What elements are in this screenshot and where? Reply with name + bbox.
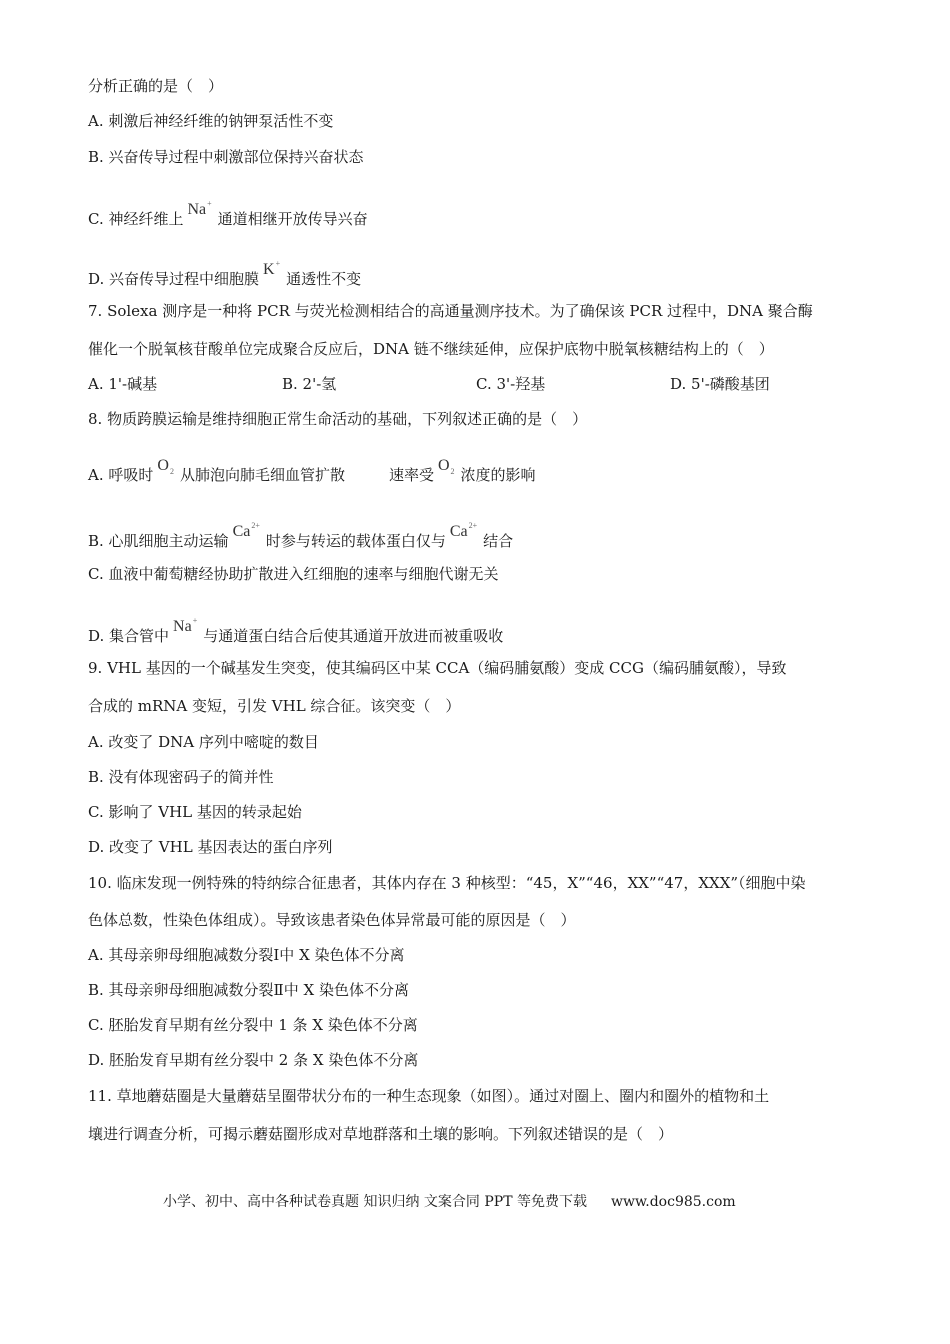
oxygen-formula-2: $O_2$ — [437, 457, 455, 476]
q8-option-d-pre: D. 集合管中 — [88, 627, 170, 645]
q10-option-d: D. 胚胎发育早期有丝分裂中 2 条 X 染色体不分离 — [88, 1051, 419, 1069]
q9-option-a: A. 改变了 DNA 序列中嘧啶的数目 — [88, 733, 319, 751]
q10-option-b: B. 其母亲卵母细胞减数分裂Ⅱ中 X 染色体不分离 — [88, 981, 409, 999]
q8-option-a — [88, 456, 536, 485]
q8-option-a-mid2: 速率受 — [388, 466, 434, 484]
q8-option-b — [88, 516, 513, 551]
calcium-ion-formula: $Ca^{2+}$ — [232, 521, 260, 540]
q6-option-c — [88, 194, 368, 229]
q9-stem-line-1: 9. VHL 基因的一个碱基发生突变，使其编码区中某 CCA（编码脯氨酸）变成 CCG（编码脯氨酸），导致 — [88, 659, 787, 677]
q7-option-d: D. 5'-磷酸基团 — [670, 375, 770, 393]
q8-option-b-pre: B. 心肌细胞主动运输 — [88, 532, 229, 550]
q10-option-a: A. 其母亲卵母细胞减数分裂Ⅰ中 X 染色体不分离 — [88, 946, 405, 964]
calcium-ion-formula-2: $Ca^{2+}$ — [449, 521, 478, 540]
q6-option-d-pre: D. 兴奋传导过程中细胞膜 — [88, 270, 260, 288]
q9-option-b: B. 没有体现密码子的简并性 — [88, 768, 274, 786]
q8-stem: 8. 物质跨膜运输是维持细胞正常生命活动的基础，下列叙述正确的是（ ） — [88, 410, 588, 428]
q6-option-b: B. 兴奋传导过程中刺激部位保持兴奋状态 — [88, 148, 364, 166]
q7-stem-line-2: 催化一个脱氧核苷酸单位完成聚合反应后，DNA 链不继续延伸，应保护底物中脱氧核糖结构上的（ ） — [88, 340, 774, 358]
q10-stem-line-2: 色体总数，性染色体组成）。导致该患者染色体异常最可能的原因是（ ） — [88, 911, 576, 929]
footer-text: 小学、初中、高中各种试卷真题 知识归纳 文案合同 PPT 等免费下载 — [163, 1194, 587, 1210]
footer-url[interactable]: www.doc985.com — [610, 1194, 736, 1210]
q6-option-a: A. 刺激后神经纤维的钠钾泵活性不变 — [88, 112, 334, 130]
q10-option-c: C. 胚胎发育早期有丝分裂中 1 条 X 染色体不分离 — [88, 1016, 418, 1034]
q8-option-a-pre: A. 呼吸时 — [88, 466, 154, 484]
q9-stem-line-2: 合成的 mRNA 变短，引发 VHL 综合征。该突变（ ） — [88, 697, 461, 715]
q8-option-d — [88, 611, 503, 646]
question-intro: 分析正确的是（ ） — [88, 77, 224, 95]
sodium-ion-formula-2: Na+ — [173, 616, 198, 635]
q6-option-c-post: 通道相继开放传导兴奋 — [217, 210, 368, 228]
q9-option-c: C. 影响了 VHL 基因的转录起始 — [88, 803, 302, 821]
q6-option-d — [88, 254, 361, 289]
q8-option-a-post: 浓度的影响 — [460, 466, 536, 484]
q7-option-c: C. 3'-羟基 — [476, 375, 546, 393]
sodium-ion-formula: Na+ — [187, 199, 212, 218]
q11-stem-line-2: 壤进行调查分析，可揭示蘑菇圈形成对草地群落和土壤的影响。下列叙述错误的是（ ） — [88, 1125, 674, 1143]
page-footer — [163, 1192, 736, 1212]
q8-option-b-post: 结合 — [483, 532, 514, 550]
q7-stem-line-1: 7. Solexa 测序是一种将 PCR 与荧光检测相结合的高通量测序技术。为了确保该 PCR 过程中，DNA 聚合酶 — [88, 302, 813, 320]
q8-option-a-mid: 从肺泡向肺毛细血管扩散 — [179, 466, 345, 484]
q6-option-c-pre: C. 神经纤维上 — [88, 210, 184, 228]
q8-option-c: C. 血液中葡萄糖经协助扩散进入红细胞的速率与细胞代谢无关 — [88, 565, 499, 583]
potassium-ion-formula: K+ — [263, 259, 281, 278]
q9-option-d: D. 改变了 VHL 基因表达的蛋白序列 — [88, 838, 333, 856]
q10-stem-line-1: 10. 临床发现一例特殊的特纳综合征患者，其体内存在 3 种核型：“45，X”“46，XX”“47，XXX”（细胞中染 — [88, 874, 806, 892]
q8-option-d-post: 与通道蛋白结合后使其通道开放进而被重吸收 — [203, 627, 504, 645]
q8-option-b-mid: 时参与转运的载体蛋白仅与 — [265, 532, 446, 550]
q7-option-b: B. 2'-氢 — [282, 375, 337, 393]
q6-option-d-post: 通透性不变 — [286, 270, 362, 288]
q11-stem-line-1: 11. 草地蘑菇圈是大量蘑菇呈圈带状分布的一种生态现象（如图）。通过对圈上、圈内和圈外的植物和土 — [88, 1087, 770, 1105]
q7-option-a: A. 1'-碱基 — [88, 375, 158, 393]
oxygen-formula: $O_2$ — [157, 457, 174, 476]
